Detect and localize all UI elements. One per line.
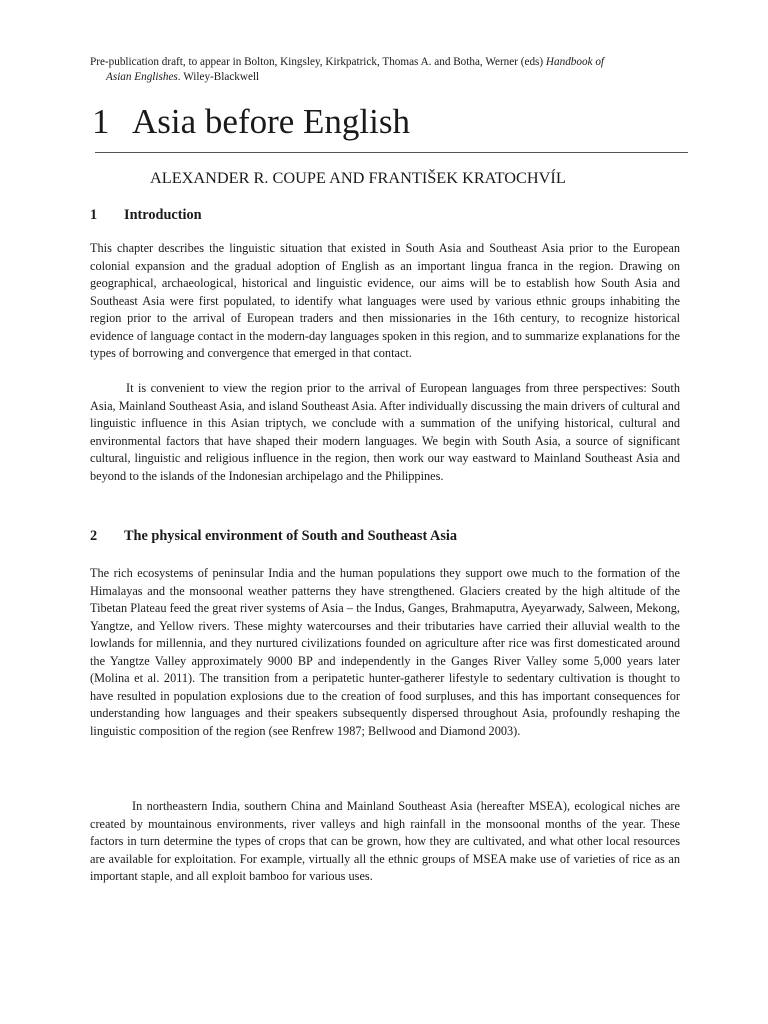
paragraph: In northeastern India, southern China and Mainland Southeast Asia (hereafter MSEA), ecological niches are created by mountainous environments, river valleys and high rainfall in the monsoonal months of the year. These factors in turn determine the types of crops that can be grown, how they are cultivated, and what other local resources are available for exploitation. For example, virtually all the ethnic groups of MSEA make use of varieties of rice as an important staple, and all exploit bamboo for various uses.	[90, 799, 680, 883]
book-title-part-b: Asian Englishes	[106, 71, 178, 83]
draft-note-text: Pre-publication draft, to appear in Bolton, Kingsley, Kirkpatrick, Thomas A. and Botha, Werner (eds)	[90, 56, 544, 68]
section-heading-physical-environment	[90, 526, 457, 546]
section-title: The physical environment of South and Southeast Asia	[124, 528, 458, 544]
section-heading-introduction	[90, 205, 202, 225]
paragraph: It is convenient to view the region prior to the arrival of European languages from three perspectives: South Asia, Mainland Southeast Asia, and island Southeast Asia. After individually discussing the main drivers of cultural and linguistic influence in this Asian triptych, we conclude with a summation of the unifying historical, cultural and environmental factors that have shaped their modern languages. We begin with South Asia, a source of significant cultural, linguistic and religious influence in the region, then work our way eastward to Mainland Southeast Asia and beyond to the islands of the Indonesian archipelago and the Philippines.	[90, 381, 680, 483]
paragraph: The rich ecosystems of peninsular India and the human populations they support owe much to the formation of the Himalayas and the monsoonal weather patterns they have strengthened. Glaciers created by the high altitude of the Tibetan Plateau feed the great river systems of Asia – the Indus, Ganges, Brahmaputra, Ayeyarwady, Salween, Mekong, Yangtze, and Yellow rivers. These mighty watercourses and their tributaries have carried their alluvial wealth to the lowlands for millennia, and they nurtured civilizations founded on agriculture after rice was first domesticated around the Yangtze Valley approximately 9000 BP and independently in the Ganges River Valley some 5,000 years later (Molina et al. 2011). The transition from a peripatetic hunter-gatherer lifestyle to sedentary cultivation is thought to have resulted in population explosions due to the creation of food surpluses, and this has important consequences for understanding how languages and their speakers subsequently dispersed throughout Asia, profoundly reshaping the linguistic composition of the region (see Renfrew 1987; Bellwood and Diamond 2003).	[90, 566, 680, 738]
chapter-title	[92, 98, 410, 146]
chapter-authors: ALEXANDER R. COUPE AND FRANTIŠEK KRATOCHVÍL	[150, 168, 566, 187]
title-rule	[95, 152, 688, 153]
chapter-title-text: Asia before English	[132, 102, 410, 141]
section-number: 1	[90, 207, 98, 223]
chapter-number: 1	[92, 102, 110, 141]
section-number: 2	[90, 528, 98, 544]
section-title: Introduction	[124, 207, 202, 223]
prepublication-note	[90, 55, 690, 85]
book-title-part-a: Handbook of	[545, 56, 605, 68]
publisher: . Wiley-Blackwell	[177, 71, 260, 83]
draft-note-line2	[90, 70, 690, 85]
paragraph: This chapter describes the linguistic situation that existed in South Asia and Southeast Asia prior to the European colonial expansion and the gradual adoption of English as an important lingua franca in the region. Drawing on geographical, archaeological, historical and linguistic evidence, our aims will be to establish how South Asia and Southeast Asia were first populated, to identify what languages were used by various ethnic groups inhabiting the region prior to the arrival of European traders and then missionaries in the 16th century, to recognize historical evidence of language contact in the modern-day languages spoken in this region, and to summarize explanations for the types of borrowing and convergence that emerged in that contact.	[90, 241, 680, 360]
